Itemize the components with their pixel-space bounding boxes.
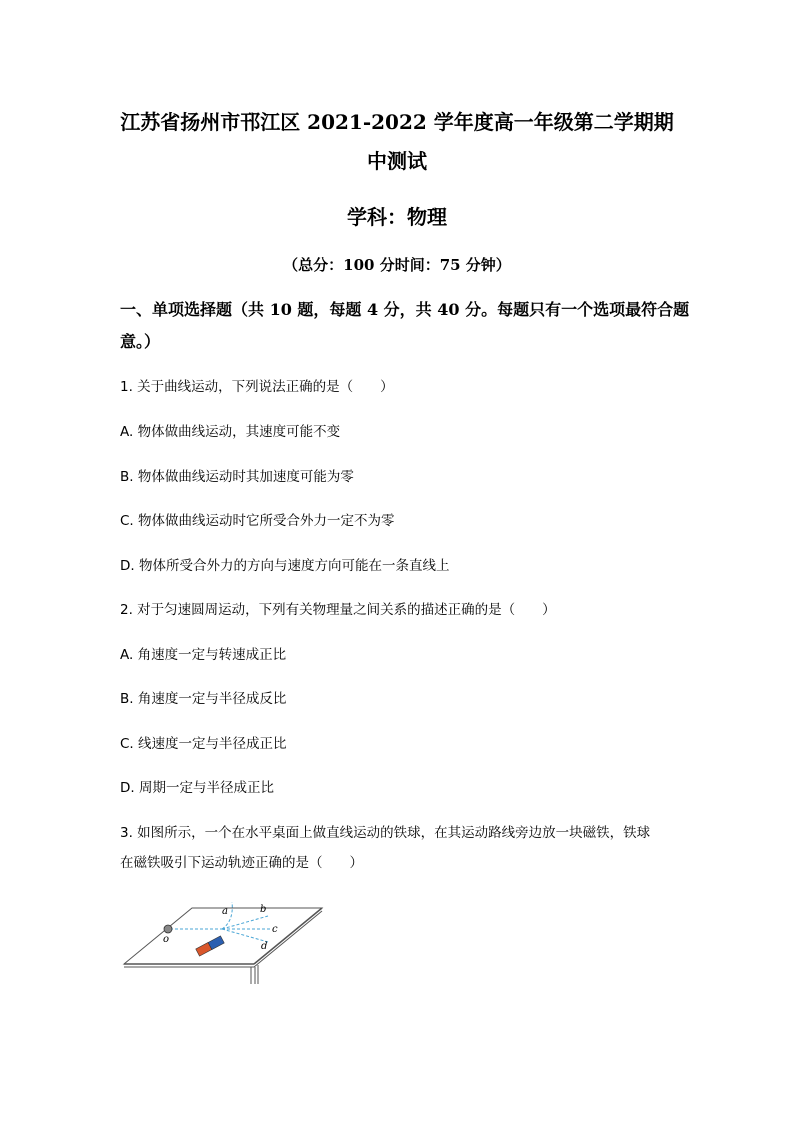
iron-ball xyxy=(164,925,172,933)
score-time-info: （总分：100 分时间：75 分钟） xyxy=(283,256,511,274)
section-heading-line1: 一、单项选择题（共 10 题，每题 4 分，共 40 分。每题只有一个选项最符合题 xyxy=(120,300,690,319)
question-2-stem: 2. 对于匀速圆周运动，下列有关物理量之间关系的描述正确的是（ ） xyxy=(120,602,556,618)
label-c: c xyxy=(272,924,278,935)
label-d: d xyxy=(261,941,268,952)
question-2-option-a: A. 角速度一定与转速成正比 xyxy=(120,647,287,663)
question-1-option-b: B. 物体做曲线运动时其加速度可能为零 xyxy=(120,469,354,485)
table-magnet-diagram xyxy=(122,896,327,988)
question-1-option-d: D. 物体所受合外力的方向与速度方向可能在一条直线上 xyxy=(120,558,450,574)
question-3-stem-line1: 3. 如图所示，一个在水平桌面上做直线运动的铁球，在其运动路线旁边放一块磁铁，铁球 xyxy=(120,825,651,841)
subject-heading: 学科：物理 xyxy=(347,205,447,229)
question-3-figure xyxy=(122,896,327,988)
question-1-option-c: C. 物体做曲线运动时它所受合外力一定不为零 xyxy=(120,513,395,529)
label-a: a xyxy=(222,906,228,917)
question-1-stem: 1. 关于曲线运动，下列说法正确的是（ ） xyxy=(120,379,394,395)
question-1-option-a: A. 物体做曲线运动，其速度可能不变 xyxy=(120,424,341,440)
document-title-line2: 中测试 xyxy=(367,149,427,173)
document-title-line1: 江苏省扬州市邗江区 2021-2022 学年度高一年级第二学期期 xyxy=(120,110,674,134)
label-b: b xyxy=(260,904,267,915)
question-2-option-b: B. 角速度一定与半径成反比 xyxy=(120,691,287,707)
question-2-option-c: C. 线速度一定与半径成正比 xyxy=(120,736,287,752)
section-heading-line2: 意。） xyxy=(120,332,161,351)
question-3-stem-line2: 在磁铁吸引下运动轨迹正确的是（ ） xyxy=(120,855,363,871)
label-o: o xyxy=(163,934,170,945)
question-2-option-d: D. 周期一定与半径成正比 xyxy=(120,780,274,796)
